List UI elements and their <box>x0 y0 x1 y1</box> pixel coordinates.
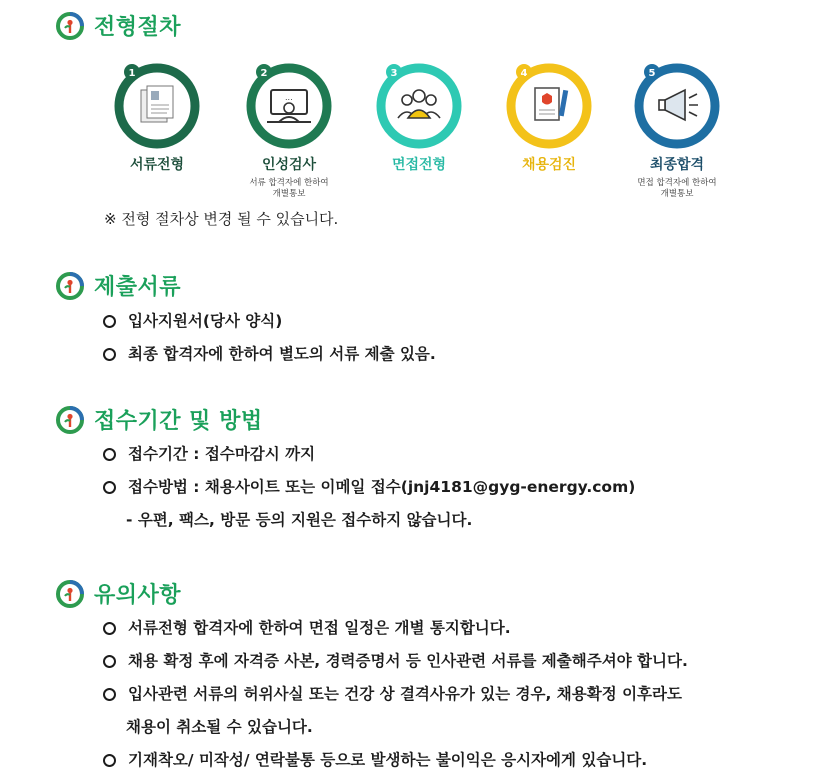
step-number: 1 <box>128 68 136 79</box>
section-documents-header <box>56 270 181 301</box>
list-item-continuation: 채용이 취소될 수 있습니다. <box>126 718 313 736</box>
list-item: 기재착오/ 미작성/ 연락불통 등으로 발생하는 불이익은 응시자에게 있습니다. <box>100 750 688 783</box>
section-title: 제출서류 <box>94 275 182 300</box>
step-sub-line1: 면접 합격자에 한하여 <box>637 178 717 188</box>
step-number: 4 <box>520 68 528 79</box>
people-icon <box>373 60 465 152</box>
step-personality-test <box>224 60 354 200</box>
section-title: 전형절차 <box>94 15 182 40</box>
list-item: 입사관련 서류의 허위사실 또는 건강 상 결격사유가 있는 경우, 채용확정 이후라도 <box>100 684 688 717</box>
application-list <box>100 444 635 543</box>
process-steps <box>100 60 740 200</box>
megaphone-icon <box>631 60 723 152</box>
document-icon <box>111 60 203 152</box>
circle-bullet-icon <box>103 448 116 461</box>
step-label: 서류전형 <box>129 157 185 173</box>
step-sub-line2: 개별통보 <box>660 189 694 199</box>
step-label: 면접전형 <box>391 157 447 173</box>
circle-bullet-icon <box>103 754 116 767</box>
list-item: 접수기간 : 접수마감시 까지 <box>100 444 635 477</box>
circle-bullet-icon <box>103 481 116 494</box>
step-document-screening <box>92 60 222 174</box>
documents-list <box>100 311 436 377</box>
step-health-check <box>484 60 614 174</box>
step-number: 3 <box>390 68 398 79</box>
step-label: 인성검사 <box>261 157 317 173</box>
leaf-logo-icon <box>56 272 84 300</box>
step-number: 5 <box>648 68 656 79</box>
section-application-header <box>56 404 263 435</box>
list-item: 접수방법 : 채용사이트 또는 이메일 접수(jnj4181@gyg-energy.com) <box>100 477 635 510</box>
list-item: 채용 확정 후에 자격증 사본, 경력증명서 등 인사관련 서류를 제출해주셔야 합니다. <box>100 651 688 684</box>
list-sub-note: - 우편, 팩스, 방문 등의 지원은 접수하지 않습니다. <box>126 511 473 529</box>
circle-bullet-icon <box>103 655 116 668</box>
step-sub-line1: 서류 합격자에 한하여 <box>249 178 329 188</box>
step-sub-line2: 개별통보 <box>272 189 306 199</box>
svg-text:...: ... <box>285 93 293 102</box>
notice-list <box>100 618 688 783</box>
medical-clipboard-icon <box>503 60 595 152</box>
list-item: 서류전형 합격자에 한하여 면접 일정은 개별 통지합니다. <box>100 618 688 651</box>
leaf-logo-icon <box>56 406 84 434</box>
leaf-logo-icon <box>56 580 84 608</box>
step-label: 채용검진 <box>521 157 577 173</box>
process-note: ※ 전형 절차상 변경 될 수 있습니다. <box>104 210 339 228</box>
circle-bullet-icon <box>103 315 116 328</box>
circle-bullet-icon <box>103 688 116 701</box>
section-title: 접수기간 및 방법 <box>94 409 263 434</box>
computer-icon <box>243 60 335 152</box>
leaf-logo-icon <box>56 12 84 40</box>
step-label: 최종합격 <box>649 157 705 173</box>
list-item: 입사지원서(당사 양식) <box>100 311 436 344</box>
circle-bullet-icon <box>103 348 116 361</box>
circle-bullet-icon <box>103 622 116 635</box>
section-notice-header <box>56 578 181 609</box>
list-item: 최종 합격자에 한하여 별도의 서류 제출 있음. <box>100 344 436 377</box>
step-interview <box>354 60 484 174</box>
section-process-header <box>56 10 181 41</box>
step-number: 2 <box>260 68 268 79</box>
step-final-pass <box>612 60 742 200</box>
section-title: 유의사항 <box>94 583 182 608</box>
